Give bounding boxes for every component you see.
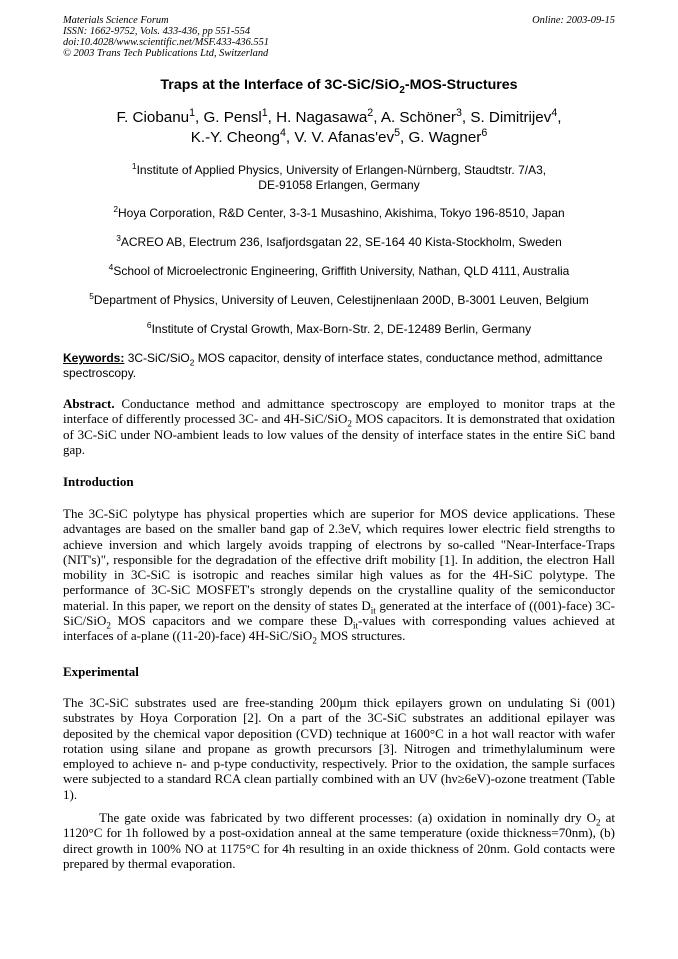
author: V. V. $Afanas'ev^5$,	[294, 126, 409, 146]
section-heading-introduction: Introduction	[63, 474, 134, 489]
experimental-paragraph-2: The gate oxide was fabricated by two different processes: (a) oxidation in nominally dry $O_2$ at 1120°C for 1h followed by a post-oxidation anneal at the same temperature (oxide thickness=70nm), (b) direct growth in 100% NO at 1175°C for 4h resulting in an oxide thickness of 20nm. Gold contacts were prepared by thermal evaporation.	[63, 810, 616, 871]
affiliation-5: $^5$Department of Physics, University of Leuven, Celestijnenlaan 200D, B-3001 Leuven, Belgium	[89, 291, 589, 307]
affiliation-4: $^4$School of Microelectronic Engineering, Griffith University, Nathan, QLD 4111, Australia	[108, 262, 570, 278]
journal-header	[63, 15, 615, 59]
keywords-label: Keywords:	[63, 351, 125, 365]
experimental-paragraph-1: The 3C-SiC substrates used are free-standing 200µm thick epilayers grown on undulating Si (001) substrates by Hoya Corporation [2]. On a part of the 3C-SiC substrates an additional epilayer was deposited by the chemical vapor deposition (CVD) technique at 1600°C in a hot wall reactor with wafer rotation using silane and propane as growth precursors [3]. Nitrogen and trimethylaluminum were employed to achieve n- and p-type conductivity, respectively. Prior to the oxidation, the sample surfaces were subjected to a standard RCA clean partially combined with an UV (hν≥6eV)-ozone treatment (Table 1).	[63, 695, 615, 802]
journal-name: Materials Science Forum	[63, 15, 169, 26]
title-pre: Traps at the Interface of 3C-SiC/SiO	[160, 77, 400, 93]
abstract-label: Abstract.	[63, 396, 115, 411]
author: H. Nagasawa$^2$,	[276, 106, 381, 126]
issn-line: ISSN: 1662-9752, Vols. 433-436, pp 551-554	[63, 26, 251, 37]
author: S. Dimitrijev$^4$,	[470, 106, 562, 126]
author-list	[63, 108, 615, 148]
author: G. Wagner$^6$	[408, 126, 488, 146]
paper-title	[63, 77, 615, 96]
affiliation-3: $^3$ACREO AB, Electrum 236, Isafjordsgatan 22, SE-164 40 Kista-Stockholm, Sweden	[116, 233, 562, 249]
copyright-line: © 2003 Trans Tech Publications Ltd, Switzerland	[63, 48, 269, 59]
doi-line: doi:10.4028/www.scientific.net/MSF.433-436.551	[63, 37, 269, 48]
author: F. Ciobanu$^1$,	[116, 106, 204, 126]
abstract: Abstract. Conductance method and admittance spectroscopy are employed to monitor traps at the interface of differently processed 3C- and 4H-SiC/SiO$_2$ MOS capacitors. It is demonstrated that oxidation of 3C-SiC under NO-ambient leads to low values of the density of interface states in the entire SiC band gap.	[63, 396, 615, 457]
author: K.-Y. Cheong$^4$,	[190, 126, 295, 146]
author: A. Schöner$^3$,	[380, 106, 471, 126]
title-sub: 2	[399, 84, 405, 96]
affiliation-2: $^2$Hoya Corporation, R&D Center, 3-3-1 Musashino, Akishima, Tokyo 196-8510, Japan	[113, 204, 565, 220]
author: G. Pensl$^1$,	[203, 106, 277, 126]
title-post: -MOS-Structures	[404, 77, 518, 93]
section-heading-experimental: Experimental	[63, 664, 139, 679]
affiliation-1: $^1$Institute of Applied Physics, University of Erlangen-Nürnberg, Staudtstr. 7/A3, DE-91058 Erlangen, Germany	[131, 161, 547, 192]
introduction-paragraph: The 3C-SiC polytype has physical properties which are superior for MOS device applications. These advantages are based on the smaller band gap of 2.3eV, which requires lower electric field strengths to achieve inversion and which largely avoids trapping of electrons by so-called "Near-Interface-Traps (NIT's)", responsible for the degradation of the effective drift mobility [1]. In addition, the electron Hall mobility in 3C-SiC is isotropic and reaches similar high values as for the 4H-SiC polytype. The performance of 3C-SiC MOSFET's strongly depends on the crystalline quality of the semiconductor material. In this paper, we report on the density of states $D_{it}$ generated at the interface of ((001)-face) 3C-SiC/SiO$_2$ MOS capacitors and we compare these $D_{it}$-values with corresponding values achieved at interfaces of a-plane ((11-20)-face) 4H-SiC/SiO$_2$ MOS structures.	[63, 506, 615, 646]
affiliation-6: $^6$Institute of Crystal Growth, Max-Born-Str. 2, DE-12489 Berlin, Germany	[146, 320, 532, 336]
online-date: Online: 2003-09-15	[532, 15, 615, 26]
keywords: Keywords: 3C-SiC/SiO$_2$ MOS capacitor, density of interface states, conductance method, admittance spectroscopy.	[63, 351, 603, 380]
